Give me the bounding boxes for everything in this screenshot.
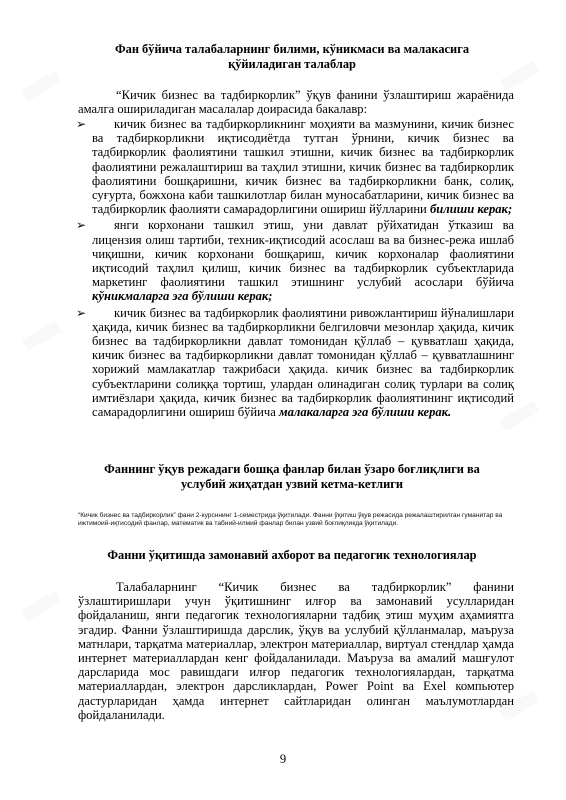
watermark: ▒▒▒▒▒ — [21, 591, 62, 621]
list-item-emphasis: малакаларга эга бўлиши керак. — [278, 405, 452, 420]
heading-line: қўйиладиган талаблар — [228, 57, 356, 71]
section-heading-technologies — [72, 548, 512, 563]
watermark: ▒▒▒▒▒ — [499, 691, 540, 721]
arrow-bullet-icon: ➢ — [76, 218, 87, 233]
arrow-bullet-icon: ➢ — [76, 305, 87, 320]
list-item — [78, 117, 514, 216]
relations-paragraph: “Кичик бизнес ва тадбиркорлик” фани 2-курсннинг 1-семестрида ўқитилади. Фанни ўқитиш ўқув режасида режалаштирилган гуманитар ва ижтимоий-иқтисодий фанлар, математик ва табиий-илмий фанлар билан узвий боғлиқликда ўқитилади. — [78, 512, 503, 528]
list-item — [78, 306, 514, 420]
heading-line: услубий жиҳатдан узвий кетма-кетлиги — [181, 477, 403, 491]
section-heading-relations — [72, 462, 512, 492]
watermark: ▒▒▒▒▒ — [499, 61, 540, 91]
list-item — [78, 218, 514, 303]
list-item-text: янги корхонани ташкил этиш, уни давлат рўйхатидан ўтказиш ва лицензия олиш тартиби, техник-иқтисодий асослаш ва ва бизнес-режа ишлаб чиқишни, кичик корхонани бошқариш, кичик корхоналар фаолиятини иқтисодий таҳлил қилиш, кичик бизнес ва тадбиркорлик субъектларида маркетинг фаолиятини ташкил этишнинг услубий асослари бўйича — [92, 218, 514, 290]
list-item-emphasis: кўникмаларга эга бўлиши керак; — [92, 289, 273, 304]
intro-paragraph: “Кичик бизнес ва тадбиркорлик” ўқув фанини ўзлаштириш жараёнида амалга ошириладиган масалалар доирасида бакалавр: — [78, 88, 514, 117]
watermark: ▒▒▒▒▒ — [21, 321, 62, 351]
watermark: ▒▒▒▒▒ — [499, 401, 540, 431]
list-item-text: кичик бизнес ва тадбиркорликнинг моҳияти ва мазмунини, кичик бизнес ва тадбиркорликни иқтисодиётда тутган ўрнини, кичик бизнес ва тадбиркорлик фаолиятини ташкил этишни, кичик бизнес ва тадбиркорлик фаолиятини режалаштириш ва таҳлил этишни, кичик бизнес ва тадбиркорлик фаолиятини бошқаришни, кичик бизнес ва тадбиркорликни банк, солиқ, суғурта, божхона каби ташкилотлар билан муносабатларини, кичик бизнес ва тадбиркорлик фаолияти самарадорлигини ошириш йўлларини — [92, 117, 514, 217]
heading-line: Фаннинг ўқув режадаги бошқа фанлар билан ўзаро боғлиқлиги ва — [104, 462, 480, 476]
technologies-paragraph: Талабаларнинг “Кичик бизнес ва тадбиркорлик” фанини ўзлаштиришлари учун ўқитишнинг илғор ва замонавий усулларидан фойдаланиш, янги педагогик технологияларни тадбиқ этиш муҳим аҳамиятга эгадир. Фанни ўзлаштиришда дарслик, ўқув ва услубий қўлланмалар, маъруза матнлари, тарқатма материаллар, электрон материаллар, виртуал стендлар ҳамда интернет материаллардан кенг фойдаланилади. Маъруза ва амалий машғулот дарсларида мос равишдаги илғор педагогик технологиялардан, тарқатма материаллардан, электрон дарсликлардан, Power Point ва Exel компьютер дастурларидан ҳамда интернет сайтларидан олинган маълумотлардан фойдаланилади. — [78, 580, 514, 722]
heading-line: Фанни ўқитишда замонавий ахборот ва педагогик технологиялар — [107, 548, 477, 562]
watermark: ▒▒▒▒▒ — [21, 71, 62, 101]
page-number: 9 — [279, 752, 287, 766]
section-heading-requirements — [72, 42, 512, 72]
list-item-emphasis: билиши керак; — [429, 202, 513, 217]
heading-line: Фан бўйича талабаларнинг билими, кўникмаси ва малакасига — [114, 42, 470, 56]
requirements-list — [78, 117, 514, 421]
arrow-bullet-icon: ➢ — [76, 117, 87, 131]
list-item-text: кичик бизнес ва тадбиркорлик фаолиятини ривожлантириш йўналишлари ҳақида, кичик бизнес ва тадбиркорликни белгиловчи мезонлар ҳақида, кичик бизнес ва тадбиркорликни давлат томонидан қўллаб – қувватлаш ҳақида, кичик бизнес ва тадбиркорликни давлат томонидан қўллаб – қувватлашнинг хорижий мамлакатлар тажрибаси ҳақида. кичик бизнес ва тадбиркорлик субъектларини солиққа тортиш, улардан олинадиган солиқ турлари ва солиқ имтиёзлари ҳақида, кичик бизнес ва тадбиркорлик фаолиятининг иқтисодий самарадорлигини ошириш бўйича — [92, 305, 514, 420]
